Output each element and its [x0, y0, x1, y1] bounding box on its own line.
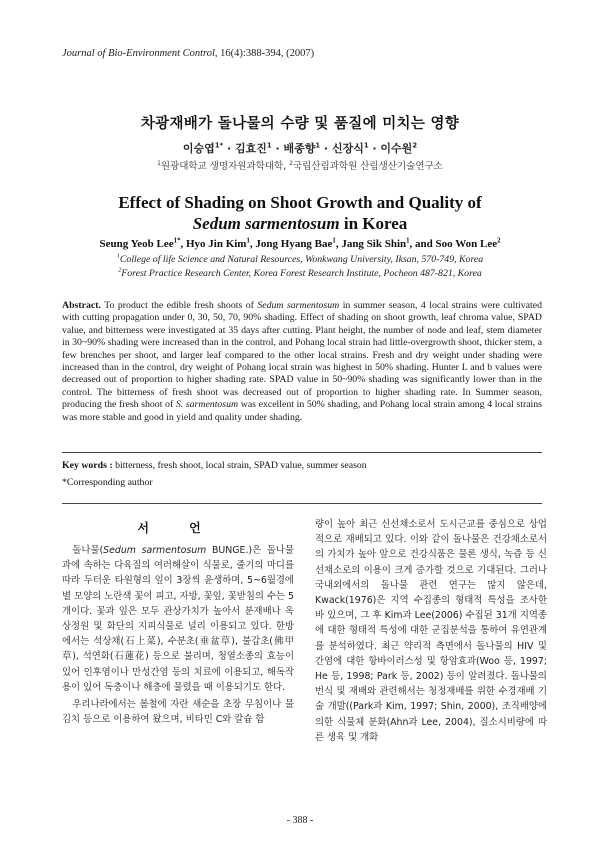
journal-volume: , 16(4):388-394, (2007): [214, 48, 315, 59]
left-column: [62, 543, 294, 727]
divider-bottom: [62, 503, 542, 504]
korean-affiliations: $^1$원광대학교 생명자원과학대학, $^2$국립산림과학원 산림생산기술연구소: [157, 160, 443, 172]
english-affiliation-1: $^1$College of life Science and Natural Resources, Wonkwang University, Iksan, 570-749, Korea: [116, 253, 484, 265]
right-column: [315, 517, 547, 745]
journal-name: Journal of Bio-Environment Control: [62, 48, 215, 59]
page-number: - 388 -: [286, 815, 314, 826]
intro-paragraph-2: 우리나라에서는 봄철에 자란 새순을 초장 무침이나 물김치 등으로 이용하여 왔으며, 비타민 C와 칼슘 함: [62, 699, 294, 726]
keywords: Key words : bitterness, fresh shoot, local strain, SPAD value, summer season: [62, 460, 367, 471]
english-title: Effect of Shading on Shoot Growth and Quality of Sedum sarmentosum in Korea: [118, 193, 482, 233]
korean-authors: 이승엽$^{1*}$ · 김효진$^1$ · 배종향$^1$ · 신장식$^1$ · 이수원$^2$: [182, 141, 418, 155]
english-authors: Seung Yeob Lee$^{1*}$, Hyo Jin Kim$^1$, Jong Hyang Bae$^1$, Jang Sik Shin$^1$, and Soo Won Lee$^2$: [99, 237, 501, 250]
abstract: Abstract. To product the edible fresh shoots of Sedum sarmentosum in summer season, 4 local strains were cultivated with cutting propagation under 0, 30, 50, 70, 90% shading. Effect of shading on shoot growth, leaf chroma value, SPAD value, and bitterness were investigated at 35 days after cutting. Plant height, the number of node and leaf, stem diameter in 30~90% shading were increased than in the control, and Pohang local strain had little-overgrowth shoot, thicker stem, a few brenches per shoot, and larger leaf compared to the other local strains. Fresh and dry weight under shading were increased than in the control, dry weight of Pohang local strain was highest in 50% shading. Hunter L and b values were decreased out of proportion to higher shading rate. SPAD value in 50~90% shading was significantly lower than in the control. The bitterness of fresh shoot was decreased out of proportion to higher shading rate. In Summer season, producing the fresh shoot of S. sarmentosum was excellent in 50% shading, and Pohang local strain among 4 local strains was more stable and good in yield and quality under shading.: [62, 300, 542, 423]
divider-top: [62, 452, 542, 453]
korean-title: 차광재배가 돌나물의 수량 및 품질에 미치는 영향: [140, 116, 460, 132]
intro-paragraph-1: 돌나물(Sedum sarmentosum BUNGE.)은 돌나물과에 속하는 다육질의 여러해살이 식물로, 줄기의 마디를 따라 두터운 타원형의 잎이 3장씩 윤생하며, 5~6월경에 별 모양의 노란색 꽃이 피고, 자방, 꽃잎, 꽃받침의 수는 5개이다. 꽃과 잎은 모두 관상가치가 높아서 분재배나 옥상정원 및 화단의 지피식물로 널리 이용되고 있다. 한방에서는 석상채(石上菜), 수분초(垂盆草), 불갑초(佛甲草), 석연화(石蓮花) 등으로 불리며, 청열소종의 효능이 있어 인후염이나 만성간염 등의 치료에 이용되고, 해독작용이 있어 독충이나 해충에 물렸을 때 이용되기도 한다.: [62, 545, 294, 693]
corresponding-author-note: *Corresponding author: [62, 477, 153, 488]
keywords-label: Key words :: [62, 460, 113, 471]
intro-paragraph-continued: 량이 높아 최근 신선채소로서 도시근교를 중심으로 상업적으로 재배되고 있다. 이와 같이 돌나물은 건강채소로서의 가치가 높아 앞으로 건강식품은 물론 생식, 녹즙 등 신선채소로의 이용이 크게 증가할 것으로 기대된다. 그러나 국내외에서의 돌나물 관련 연구는 많지 않은데, Kwack(1976)은 지역 수집종의 형태적 특성을 조사한 바 있으며, 그 후 Kim과 Lee(2006) 수집된 31개 지역종에 대한 형태적 특성에 대한 군집분석을 통하여 유연관계를 분석하였다. 최근 약리적 측면에서 돌나물의 HIV 및 간염에 대한 항바이러스성 및 항암효과(Woo 등, 1997; He 등, 1998; Park 등, 2002) 등이 알려졌다. 돌나물의 번식 및 재배와 관련해서는 청정재배를 위한 수경재배 기술 개발((Park과 Kim, 1997; Shin, 2000), 조직배양에 의한 식물체 분화(Ahn과 Lee, 2004), 질소시비량에 따른 생육 및 개화: [315, 519, 547, 743]
journal-citation: [62, 48, 314, 59]
abstract-label: Abstract.: [62, 300, 101, 311]
section-heading-introduction: 서 언: [137, 521, 219, 535]
english-affiliation-2: $^2$Forest Practice Research Center, Korea Forest Research Institute, Pocheon 487-821, Korea: [118, 267, 482, 279]
